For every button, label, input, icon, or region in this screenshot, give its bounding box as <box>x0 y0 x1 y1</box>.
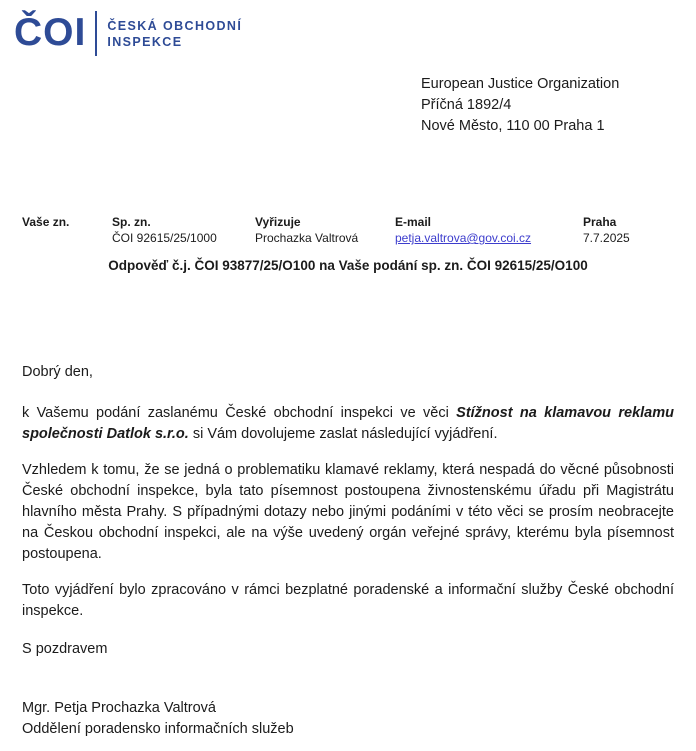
subject-line: Odpověď č.j. ČOI 93877/25/O100 na Vaše podání sp. zn. ČOI 92615/25/O100 <box>108 258 588 273</box>
meta-email-label: E-mail <box>395 215 432 229</box>
paragraph-1-case-reference: Stížnost na klamavou reklamu společnosti Datlok s.r.o. <box>22 405 674 442</box>
recipient-street: Příčná 1892/4 <box>421 97 512 113</box>
signature-name: Mgr. Petja Prochazka Valtrová <box>22 700 216 716</box>
closing: S pozdravem <box>22 641 108 657</box>
coi-logo-name-line2: INSPEKCE <box>107 35 183 49</box>
meta-praha-value: 7.7.2025 <box>583 231 630 245</box>
coi-logo-name-line1: ČESKÁ OBCHODNÍ <box>107 19 243 33</box>
paragraph-1-text-before: k Vašemu podání zaslanému České obchodní inspekci ve věci <box>22 405 457 421</box>
recipient-city: Nové Město, 110 00 Praha 1 <box>421 118 605 134</box>
recipient-address <box>421 74 619 137</box>
meta-vyrizuje-label: Vyřizuje <box>255 215 301 229</box>
meta-praha <box>583 215 630 246</box>
meta-sp-zn-label: Sp. zn. <box>112 215 151 229</box>
meta-vyrizuje <box>255 215 358 246</box>
meta-email <box>395 215 531 246</box>
meta-vase-zn-label: Vaše zn. <box>22 215 70 229</box>
email-link[interactable]: petja.valtrova@gov.coi.cz <box>395 231 532 245</box>
coi-logo-name <box>107 16 242 50</box>
paragraph-2: Vzhledem k tomu, že se jedná o problematiku klamavé reklamy, která nespadá do věcné působnosti České obchodní inspekce, byla tato písemnost postoupena živnostenskému úřadu při Magistrátu hlavního města Prahy. S případnými dotazy nebo jinými podáními v této věci se prosím neobracejte na Českou obchodní inspekci, ale na výše uvedený orgán veřejné správy, kterému byla písemnost postoupena. <box>22 462 674 562</box>
meta-vyrizuje-value: Prochazka Valtrová <box>255 231 359 245</box>
meta-praha-label: Praha <box>583 215 617 229</box>
coi-logo <box>14 9 242 57</box>
recipient-name: European Justice Organization <box>421 76 620 92</box>
signature-block <box>22 698 674 740</box>
signature-department: Oddělení poradensko informačních služeb <box>22 721 294 737</box>
meta-vase-zn <box>22 215 69 230</box>
paragraph-1-text-after: si Vám dovolujeme zaslat následující vyjádření. <box>188 426 498 442</box>
letter-body <box>22 362 674 740</box>
paragraph-3: Toto vyjádření bylo zpracováno v rámci bezplatné poradenské a informační služby České obchodní inspekce. <box>22 582 674 619</box>
coi-logo-acronym: ČOI <box>14 11 87 54</box>
meta-sp-zn <box>112 215 217 246</box>
paragraph-1 <box>22 403 674 445</box>
meta-sp-zn-value: ČOI 92615/25/1000 <box>112 231 217 245</box>
logo-divider <box>95 11 97 56</box>
greeting: Dobrý den, <box>22 364 93 380</box>
